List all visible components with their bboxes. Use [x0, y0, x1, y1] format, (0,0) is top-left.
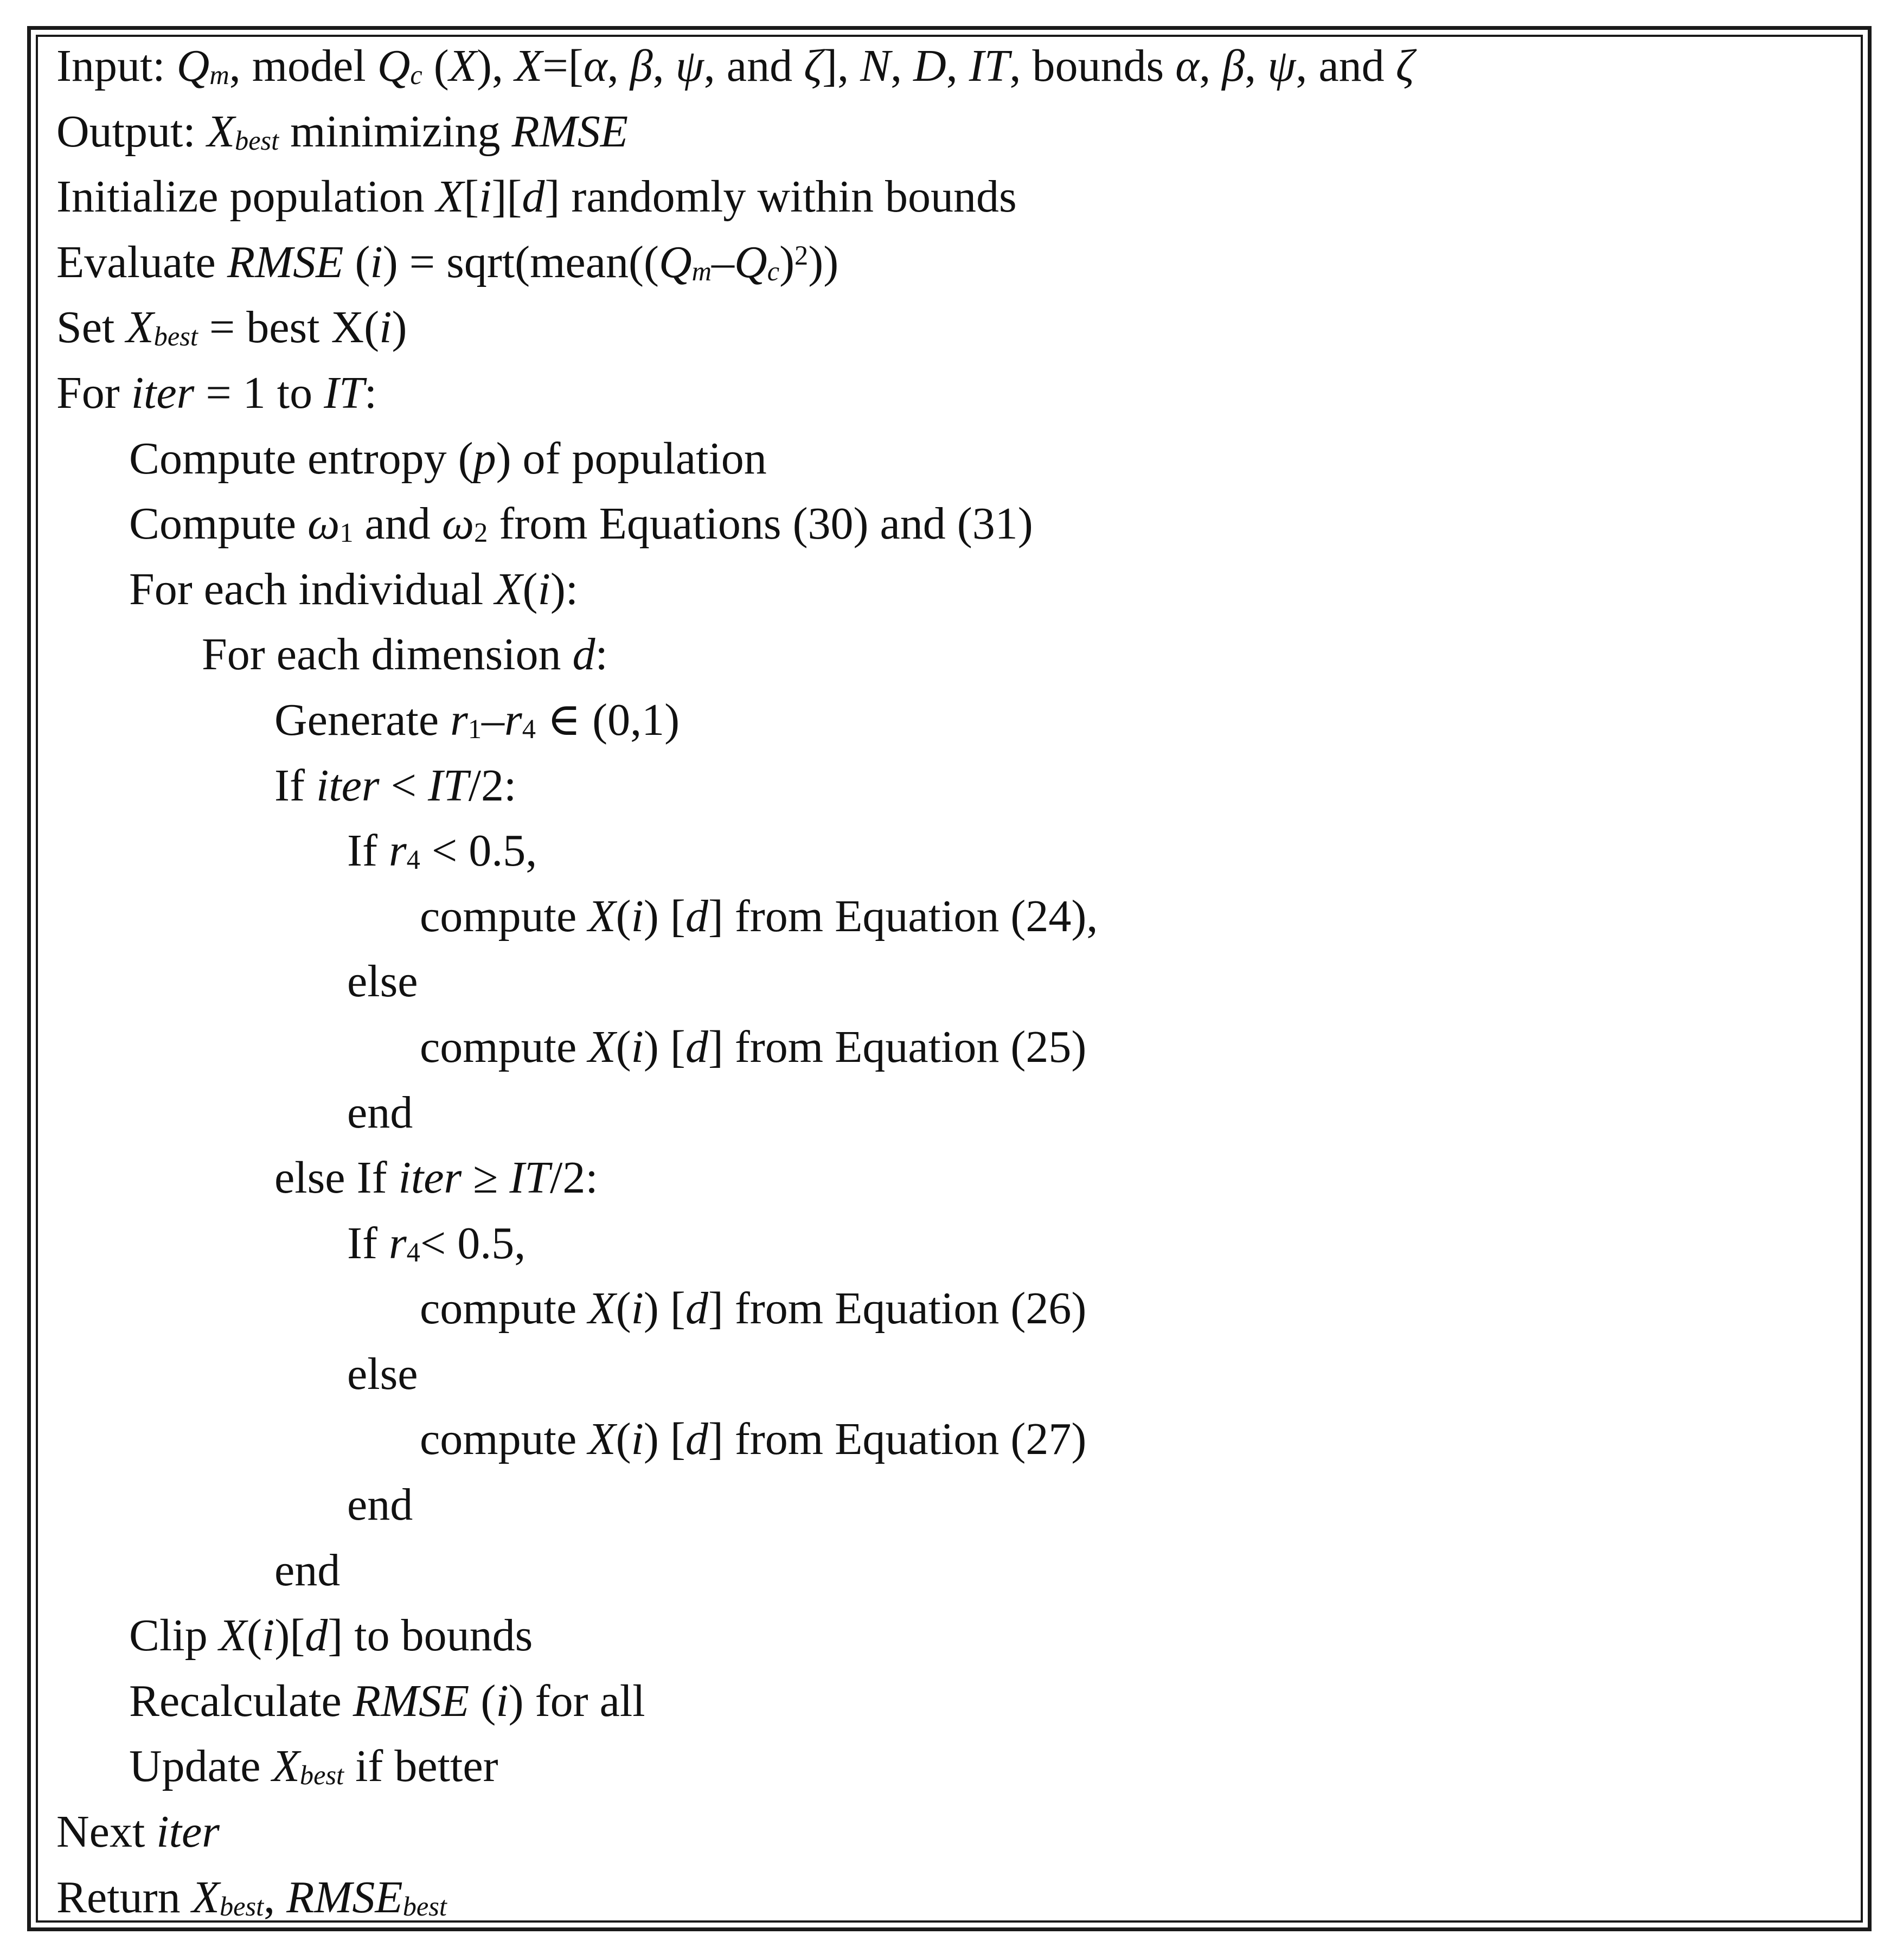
psi-symbol: ψ: [1267, 41, 1296, 91]
end-line-c: [56, 1538, 1846, 1604]
set-best-mid-text: = best X(: [209, 302, 380, 353]
psi-symbol: ψ: [675, 41, 704, 91]
i-symbol: i: [631, 1021, 644, 1072]
d-symbol: d: [685, 891, 708, 941]
x-symbol: X: [272, 1741, 300, 1792]
compute-text: Compute: [129, 498, 296, 549]
x-symbol: X: [588, 891, 616, 941]
formula-end: )): [808, 236, 839, 287]
compute-text: compute: [420, 891, 577, 941]
bounds-text: bounds: [1032, 41, 1164, 91]
initialize-line: Initialize population X[i][d] randomly within bounds: [56, 171, 1017, 222]
compute-eq24-line: compute X(i) [d] from Equation (24),: [420, 891, 1098, 941]
i-symbol: i: [379, 302, 392, 353]
evaluate-text: Evaluate: [56, 236, 216, 287]
else-if-iter-ge-line: [56, 1145, 1846, 1211]
alpha-symbol: α: [583, 41, 607, 91]
qm-subscript: m: [209, 60, 229, 91]
compute-eq27-line: compute X(i) [d] from Equation (27): [420, 1414, 1087, 1465]
entropy-text: Compute entropy (: [129, 433, 473, 484]
qc-symbol: Q: [377, 41, 411, 91]
qm-subscript: m: [691, 255, 712, 286]
d-symbol: d: [685, 1283, 708, 1334]
recalculate-tail-text: for all: [535, 1675, 645, 1726]
for-keyword: For: [56, 367, 120, 418]
for-range-text: = 1 to: [206, 367, 313, 418]
half-colon: /2:: [468, 760, 517, 811]
compute-eq26-line: compute X(i) [d] from Equation (26): [420, 1283, 1087, 1334]
minus-sign: –: [712, 236, 735, 287]
for-individual-line: For each individual X(i):: [129, 563, 579, 614]
else-line-b: [56, 1342, 1846, 1407]
it-symbol: IT: [427, 760, 469, 811]
omega-symbol: ω: [307, 498, 340, 549]
r4-subscript: 4: [522, 713, 536, 744]
if-r4-line-a: [56, 818, 1846, 884]
else-keyword: else: [347, 956, 418, 1007]
else-line-a: [56, 949, 1846, 1015]
x-symbol: X: [588, 1414, 616, 1465]
input-label: Input:: [56, 41, 165, 91]
update-line: [56, 1734, 1846, 1799]
equation-ref: from Equation (25): [734, 1021, 1087, 1072]
n-symbol: N: [860, 41, 891, 91]
best-subscript: best: [219, 1891, 264, 1921]
i-symbol: i: [631, 1414, 644, 1465]
recalculate-line: Recalculate RMSE (i) for all: [129, 1675, 645, 1726]
rmse-symbol: RMSE: [227, 236, 344, 287]
else-keyword: else: [347, 1348, 418, 1399]
iter-symbol: iter: [398, 1152, 462, 1203]
omega1-subscript: 1: [339, 517, 354, 548]
minimizing-text: minimizing: [290, 106, 501, 157]
for-iter-line: [56, 361, 1846, 426]
i-symbol: i: [370, 236, 383, 287]
d-symbol: D: [913, 41, 946, 91]
set-text: Set: [56, 302, 115, 353]
rmse-symbol: RMSE: [511, 106, 629, 157]
r1-subscript: 1: [467, 713, 482, 744]
colon: :: [595, 629, 608, 680]
square-exponent: 2: [794, 240, 809, 271]
clip-text: Clip: [129, 1610, 208, 1661]
clip-line: Clip X(i)[d] to bounds: [129, 1610, 533, 1661]
qc-subscript: c: [767, 255, 780, 286]
range-dash: –: [482, 694, 505, 745]
i-symbol: i: [537, 563, 550, 614]
if-iter-lt-line: [56, 753, 1846, 819]
model-text: model: [252, 41, 366, 91]
generate-line: [56, 688, 1846, 753]
end-keyword: end: [347, 1479, 413, 1530]
close-paren-colon: ):: [550, 563, 579, 614]
qc-argument: X: [448, 41, 477, 91]
x-symbol: X: [435, 171, 464, 222]
clip-tail-text: to bounds: [354, 1610, 533, 1661]
algorithm-listing: [56, 34, 1846, 1930]
equation-ref: from Equation (24),: [734, 891, 1098, 941]
initialize-text: Initialize population: [56, 171, 425, 222]
greater-equal-operator: ≥: [473, 1152, 498, 1203]
next-iter-line: [56, 1799, 1846, 1865]
i-symbol: i: [479, 171, 492, 222]
d-symbol: d: [685, 1414, 708, 1465]
equation-ref: from Equation (27): [734, 1414, 1087, 1465]
rmse-symbol: RMSE: [286, 1872, 403, 1923]
return-keyword: Return: [56, 1872, 181, 1923]
i-symbol: i: [631, 891, 644, 941]
and-text: and: [726, 41, 793, 91]
if-keyword: If: [347, 1218, 377, 1269]
x-symbol: X: [588, 1021, 616, 1072]
if-r4-line-b: [56, 1211, 1846, 1277]
d-symbol: d: [305, 1610, 328, 1661]
generate-text: Generate: [274, 694, 439, 745]
it-symbol: IT: [509, 1152, 550, 1203]
for-dimension-line: [56, 622, 1846, 688]
and-text: and: [1318, 41, 1385, 91]
d-symbol: d: [572, 629, 595, 680]
threshold-text: < 0.5,: [420, 1218, 526, 1269]
x-symbol: X: [588, 1283, 616, 1334]
less-than-operator: <: [390, 760, 417, 811]
omega-symbol: ω: [441, 498, 475, 549]
interval-text: ∈ (0,1): [547, 694, 680, 745]
r4-subscript: 4: [406, 844, 420, 875]
best-subscript: best: [235, 125, 279, 156]
qc-symbol: Q: [734, 236, 767, 287]
compute-eq25-line: compute X(i) [d] from Equation (25): [420, 1021, 1087, 1072]
r-symbol: r: [388, 1218, 407, 1269]
r4-subscript: 4: [406, 1237, 420, 1267]
beta-symbol: β: [630, 41, 653, 91]
omega-line: [56, 491, 1846, 557]
best-subscript: best: [402, 1891, 447, 1921]
r-symbol: r: [450, 694, 468, 745]
evaluate-line: Evaluate RMSE $(i) = sqrt(mean((Qm-Qc)^2))$: [56, 236, 839, 287]
x-symbol: X: [191, 1872, 220, 1923]
set-best-line: [56, 295, 1846, 361]
end-line-a: [56, 1080, 1846, 1146]
it-symbol: IT: [324, 367, 364, 418]
formula-start: = sqrt(mean((: [409, 236, 659, 287]
alpha-symbol: α: [1175, 41, 1200, 91]
d-symbol: d: [685, 1021, 708, 1072]
next-keyword: Next: [56, 1807, 145, 1857]
equation-ref: from Equation (26): [734, 1283, 1087, 1334]
if-keyword: If: [347, 825, 377, 876]
zeta-symbol: ζ: [1395, 41, 1414, 91]
compute-text: compute: [420, 1283, 577, 1334]
recalculate-text: Recalculate: [129, 1675, 342, 1726]
else-if-keyword: else If: [274, 1152, 387, 1203]
qm-symbol: Q: [658, 236, 692, 287]
x-symbol: X: [515, 41, 543, 91]
x-symbol: X: [207, 106, 235, 157]
iter-symbol: iter: [156, 1807, 220, 1857]
compute-text: compute: [420, 1021, 577, 1072]
iter-symbol: iter: [316, 760, 380, 811]
if-keyword: If: [274, 760, 305, 811]
and-text: and: [364, 498, 431, 549]
rmse-symbol: RMSE: [353, 1675, 470, 1726]
r-symbol: r: [504, 694, 522, 745]
qm-symbol: Q: [176, 41, 210, 91]
entropy-line: [56, 426, 1846, 492]
end-line-b: [56, 1472, 1846, 1538]
threshold-text: < 0.5,: [431, 825, 537, 876]
omega2-subscript: 2: [474, 517, 488, 548]
update-text: Update: [129, 1741, 261, 1792]
x-symbol: X: [219, 1610, 247, 1661]
output-label: Output:: [56, 106, 196, 157]
for-dimension-text: For each dimension: [202, 629, 561, 680]
x-symbol: X: [126, 302, 154, 353]
zeta-symbol: ζ: [804, 41, 823, 91]
colon: :: [364, 367, 377, 418]
it-symbol: IT: [969, 41, 1010, 91]
return-line: Return Xbest, RMSEbest: [56, 1872, 447, 1923]
close-paren: ): [392, 302, 407, 353]
i-symbol: i: [262, 1610, 275, 1661]
beta-symbol: β: [1222, 41, 1245, 91]
for-individual-text: For each individual: [129, 563, 484, 614]
i-symbol: i: [496, 1675, 509, 1726]
best-subscript: best: [153, 321, 198, 352]
iter-symbol: iter: [131, 367, 195, 418]
initialize-tail-text: randomly within bounds: [571, 171, 1017, 222]
omega-tail-text: from Equations (30) and (31): [499, 498, 1033, 549]
half-colon: /2:: [550, 1152, 598, 1203]
compute-text: compute: [420, 1414, 577, 1465]
end-keyword: end: [347, 1087, 413, 1138]
end-keyword: end: [274, 1545, 341, 1596]
i-symbol: i: [631, 1283, 644, 1334]
update-tail-text: if better: [355, 1741, 498, 1792]
d-symbol: d: [522, 171, 545, 222]
output-line: [56, 99, 1846, 165]
p-symbol: p: [473, 433, 496, 484]
x-symbol: X: [495, 563, 523, 614]
r-symbol: r: [388, 825, 407, 876]
best-subscript: best: [299, 1760, 344, 1791]
input-line: Input: Qm, model Qc (X), X=[α, β, ψ, and ζ], N, D, IT, bounds α, β, ψ, and ζ: [56, 41, 1414, 91]
entropy-tail-text: ) of population: [496, 433, 767, 484]
qc-subscript: c: [410, 60, 422, 91]
